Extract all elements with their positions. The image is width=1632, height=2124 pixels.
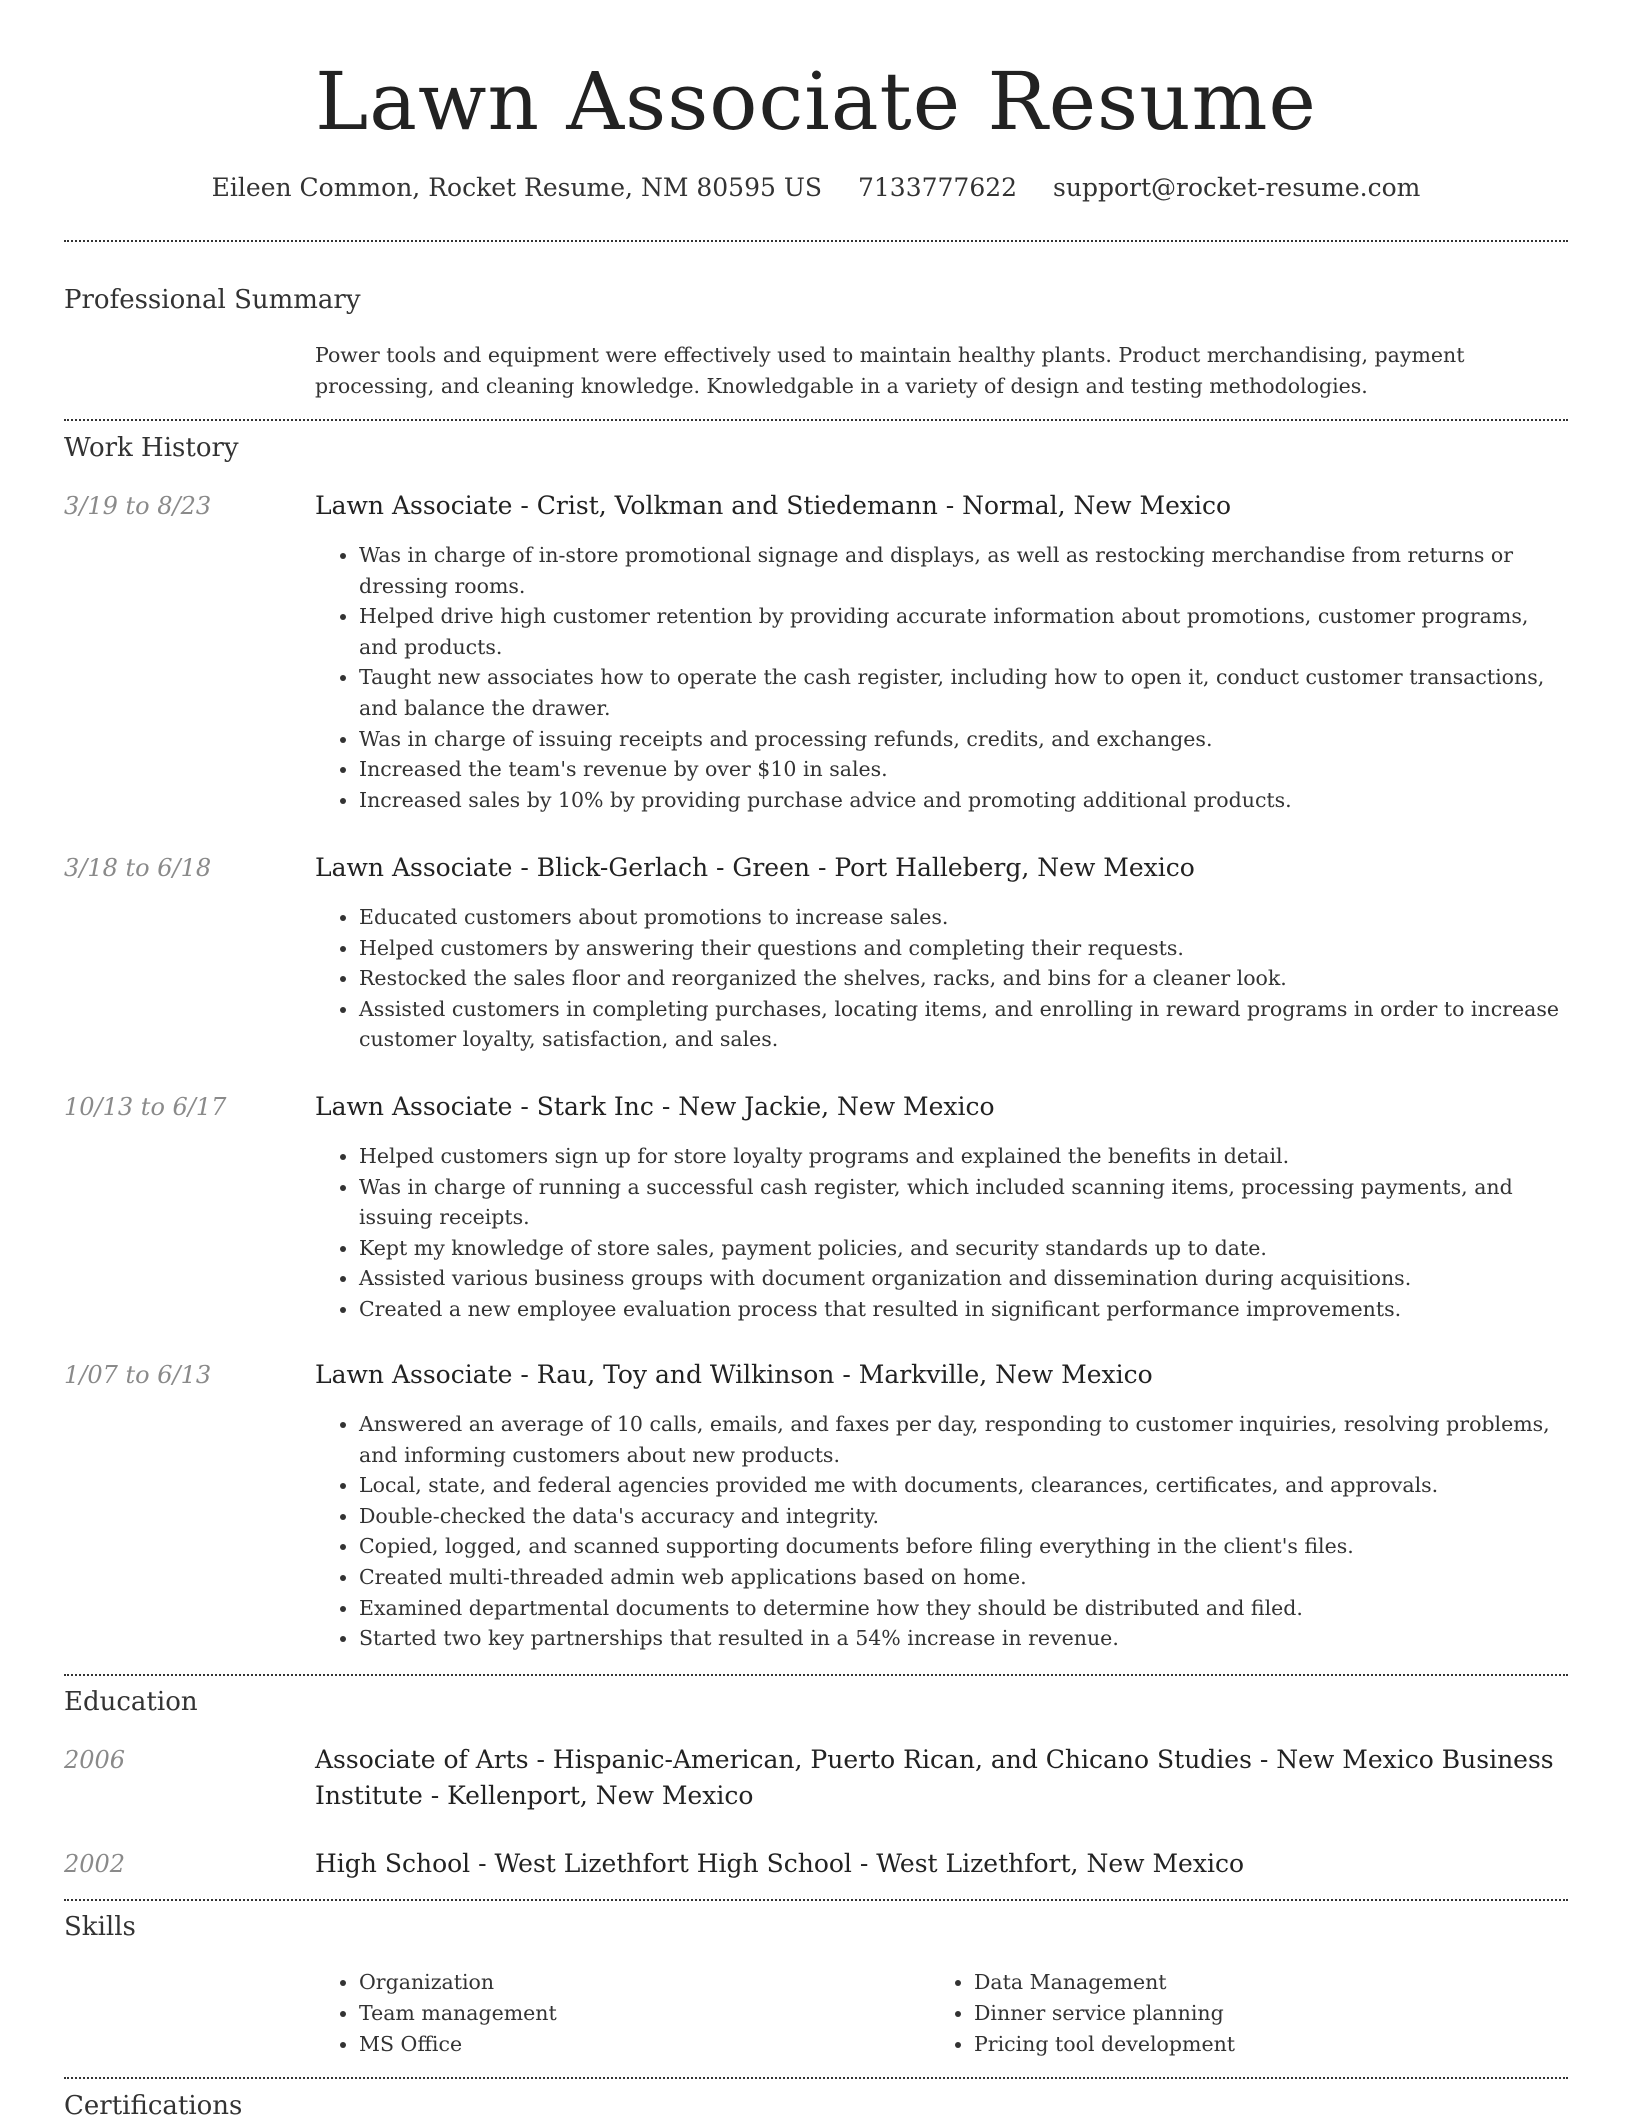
list-item: • Was in charge of issuing receipts and processing refunds, credits, and exchanges. [359,724,1568,755]
divider [64,2077,1568,2079]
education-entry: Associate of Arts - Hispanic-American, Puerto Rican, and Chicano Studies - New Mexico Business Institute - Kellenport, New Mexico [315,1745,1554,1810]
divider [64,1674,1568,1676]
list-item: • Examined departmental documents to determine how they should be distributed and filed. [359,1593,1568,1624]
education-year: 2002 [64,1850,126,1878]
divider [64,240,1568,242]
list-item: • Created a new employee evaluation process that resulted in significant performance improvements. [359,1294,1568,1325]
list-item: • Helped customers by answering their questions and completing their requests. [359,933,1568,964]
list-item: • Copied, logged, and scanned supporting documents before filing everything in the client's files. [359,1531,1568,1562]
job-bullets [315,1141,1568,1325]
list-item: • Taught new associates how to operate the cash register, including how to open it, conduct customer transactions, and balance the drawer. [359,662,1568,723]
education-entry: High School - West Lizethfort High School - West Lizethfort, New Mexico [315,1849,1245,1878]
section-heading-education: Education [64,1687,198,1717]
job-title: Lawn Associate - Rau, Toy and Wilkinson - Markville, New Mexico [315,1360,1153,1389]
list-item: • MS Office [359,2029,929,2060]
skills-list-right [930,1967,1568,2060]
divider [64,419,1568,421]
job-dates: 10/13 to 6/17 [64,1093,227,1121]
list-item: • Assisted customers in completing purchases, locating items, and enrolling in reward programs in order to increase customer loyalty, satisfaction, and sales. [359,994,1568,1055]
section-heading-summary: Professional Summary [64,285,361,315]
list-item: • Started two key partnerships that resulted in a 54% increase in revenue. [359,1623,1568,1654]
contact-address: Eileen Common, Rocket Resume, NM 80595 US [211,173,823,202]
job-dates: 1/07 to 6/13 [64,1361,212,1389]
list-item: • Was in charge of in-store promotional signage and displays, as well as restocking merchandise from returns or dressing rooms. [359,540,1568,601]
section-heading-skills: Skills [64,1912,136,1942]
page-title: Lawn Associate Resume [315,55,1317,148]
list-item: • Increased the team's revenue by over $10 in sales. [359,754,1568,785]
list-item: • Organization [359,1967,929,1998]
list-item: • Increased sales by 10% by providing purchase advice and promoting additional products. [359,785,1568,816]
list-item: • Was in charge of running a successful cash register, which included scanning items, processing payments, and issuing receipts. [359,1172,1568,1233]
list-item: • Pricing tool development [974,2029,1568,2060]
skills-list-left [315,1967,929,2060]
contact-line [64,170,1568,206]
list-item: • Created multi-threaded admin web applications based on home. [359,1562,1568,1593]
job-bullets [315,902,1568,1055]
job-bullets [315,540,1568,815]
list-item: • Assisted various business groups with document organization and dissemination during acquisitions. [359,1263,1568,1294]
list-item: • Local, state, and federal agencies provided me with documents, clearances, certificates, and approvals. [359,1470,1568,1501]
job-dates: 3/18 to 6/18 [64,854,212,882]
list-item: • Team management [359,1998,929,2029]
list-item: • Double-checked the data's accuracy and integrity. [359,1501,1568,1532]
list-item: • Helped customers sign up for store loyalty programs and explained the benefits in detail. [359,1141,1568,1172]
job-title: Lawn Associate - Crist, Volkman and Stiedemann - Normal, New Mexico [315,491,1232,520]
section-heading-certifications: Certifications [64,2091,243,2121]
education-year: 2006 [64,1746,126,1774]
contact-phone: 7133777622 [858,173,1018,202]
divider [64,1899,1568,1901]
list-item: • Restocked the sales floor and reorganized the shelves, racks, and bins for a cleaner look. [359,963,1568,994]
contact-email: support@rocket-resume.com [1053,173,1421,202]
job-title: Lawn Associate - Blick-Gerlach - Green - Port Halleberg, New Mexico [315,853,1195,882]
job-title: Lawn Associate - Stark Inc - New Jackie, New Mexico [315,1092,995,1121]
job-dates: 3/19 to 8/23 [64,492,212,520]
job-bullets [315,1409,1568,1654]
list-item: • Dinner service planning [974,1998,1568,2029]
list-item: • Data Management [974,1967,1568,1998]
list-item: • Educated customers about promotions to increase sales. [359,902,1568,933]
list-item: • Kept my knowledge of store sales, payment policies, and security standards up to date. [359,1233,1568,1264]
list-item: • Helped drive high customer retention by providing accurate information about promotions, customer programs, and products. [359,601,1568,662]
list-item: • Answered an average of 10 calls, emails, and faxes per day, responding to customer inquiries, resolving problems, and informing customers about new products. [359,1409,1568,1470]
summary-text: Power tools and equipment were effectively used to maintain healthy plants. Product merchandising, payment processing, and cleaning knowledge. Knowledgable in a variety of design and testing methodologies. [315,343,1465,398]
section-heading-work-history: Work History [64,433,239,463]
